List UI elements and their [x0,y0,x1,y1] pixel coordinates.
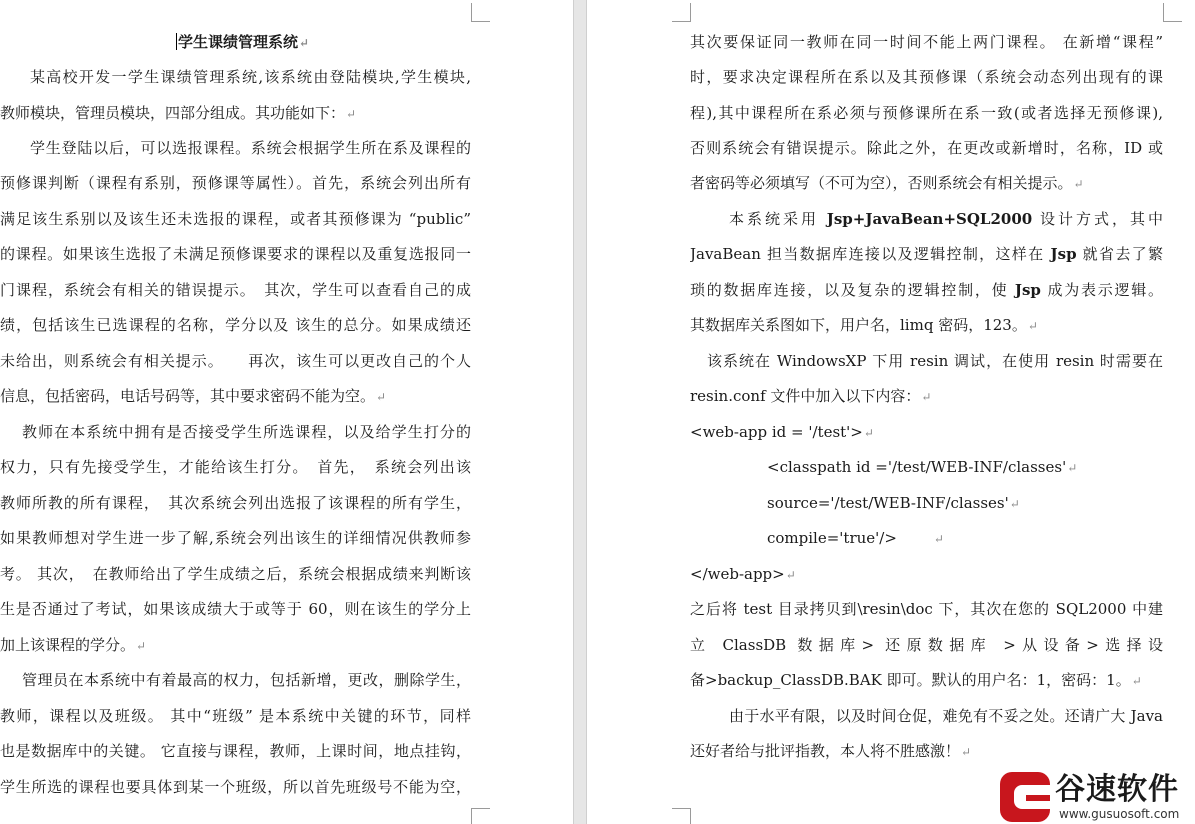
left-line-7: 门课程，系统会有相关的错误提示。 其次，学生可以查看自己的成 [0,281,471,299]
right-line-2: 时，要求决定课程所在系以及其预修课（系统会动态列出现有的课 [690,68,1163,86]
left-line-9: 未给出，则系统会有相关提示。 再次，该生可以更改自己的个人 [0,352,471,370]
right-line-9: 其数据库关系图如下，用户名，limq 密码，123。↵ [690,316,1038,334]
margin-corner-marker [471,3,490,22]
right-line-17: 之后将 test 目录拷贝到\resin\doc 下，其次在您的 SQL2000 中建 [690,600,1163,618]
left-line-2: 教师模块，管理员模块，四部分组成。其功能如下：↵ [0,104,357,122]
margin-corner-marker [672,3,691,22]
paragraph-mark: ↵ [299,36,310,50]
left-line-6: 的课程。如果该生选报了未满足预修课要求的课程以及重复选报同一 [0,245,471,263]
right-line-10: 该系统在 WindowsXP 下用 resin 调试，在使用 resin 时需要在 [707,352,1163,370]
left-page [0,0,573,824]
code-line-web-app-open: <web-app id = '/test'>↵ [690,423,874,441]
left-line-8: 绩，包括该生已选课程的名称，学分以及 该生的总分。如果成绩还 [0,316,471,334]
right-line-18: 立 ClassDB 数据库> 还原数据库 >从设备>选择设 [690,636,1163,654]
right-line-19: 备>backup_ClassDB.BAK 即可。默认的用户名：1，密码：1。↵ [690,671,1142,689]
left-line-16: 生是否通过了考试，如果该成绩大于或等于 60，则在该生的学分上 [0,600,471,618]
left-line-11: 教师在本系统中拥有是否接受学生所选课程，以及给学生打分的 [22,423,471,441]
right-line-1: 其次要保证同一教师在同一时间不能上两门课程。 在新增“课程” [690,33,1163,51]
left-line-14: 如果教师想对学生进一步了解,系统会列出该生的详细情况供教师参 [0,529,471,547]
watermark-domain: www.gusuosoft.com [1059,807,1180,821]
gusu-logo-icon [1000,772,1050,822]
right-page [587,0,1195,824]
left-line-17: 加上该课程的学分。↵ [0,636,147,654]
margin-corner-marker [1163,3,1182,22]
left-line-5: 满足该生系别以及该生还未选报的课程，或者其预修课为 “public” [0,210,471,228]
right-line-20: 由于水平有限，以及时间仓促，难免有不妥之处。还请广大 Java [729,707,1163,725]
left-line-20: 也是数据库中的关键。 它直接与课程，教师，上课时间，地点挂钩， [0,742,471,760]
left-line-13: 教师所教的所有课程， 其次系统会列出选报了该课程的所有学生， [0,494,471,512]
text-cursor [176,33,177,50]
site-watermark [995,770,1195,824]
right-line-8: 琐的数据库连接，以及复杂的逻辑控制，使 Jsp 成为表示逻辑。 [690,281,1163,299]
right-line-5: 者密码等必须填写（不可为空），否则系统会有相关提示。↵ [690,174,1084,192]
code-line-classpath: <classpath id ='/test/WEB-INF/classes'↵ [767,458,1078,476]
left-line-1: 某高校开发一学生课绩管理系统,该系统由登陆模块,学生模块, [30,68,471,86]
margin-corner-marker [471,808,490,824]
left-line-15: 考。 其次， 在教师给出了学生成绩之后，系统会根据成绩来判断该 [0,565,471,583]
left-line-4: 预修课判断（课程有系别，预修课等属性）。首先，系统会列出所有 [0,174,471,192]
code-line-compile: compile='true'/> ↵ [767,529,944,547]
page-gap [573,0,587,824]
left-line-18: 管理员在本系统中有着最高的权力，包括新增，更改，删除学生， [22,671,471,689]
right-line-3: 程),其中课程所在系必须与预修课所在系一致(或者选择无预修课), [690,104,1163,122]
left-line-3: 学生登陆以后，可以选报课程。系统会根据学生所在系及课程的 [30,139,471,157]
right-line-11: resin.conf 文件中加入以下内容：↵ [690,387,932,405]
right-line-6: 本系统采用 Jsp+JavaBean+SQL2000 设计方式，其中 [729,210,1163,228]
left-line-21: 学生所选的课程也要具体到某一个班级，所以首先班级号不能为空， [0,778,471,796]
margin-corner-marker [672,808,691,824]
right-line-7: JavaBean 担当数据库连接以及逻辑控制，这样在 Jsp 就省去了繁 [690,245,1163,263]
right-line-21: 还好者给与批评指教，本人将不胜感激！↵ [690,742,972,760]
left-line-10: 信息，包括密码，电话号码等，其中要求密码不能为空。↵ [0,387,387,405]
document-title[interactable]: 学生课绩管理系统↵ [178,33,310,51]
left-line-12: 权力，只有先接受学生，才能给该生打分。 首先， 系统会列出该 [0,458,471,476]
left-line-19: 教师，课程以及班级。 其中“班级” 是本系统中关键的环节，同样 [0,707,471,725]
watermark-brand: 谷速软件 [1055,772,1179,807]
code-line-web-app-close: </web-app>↵ [690,565,796,583]
right-line-4: 否则系统会有错误提示。除此之外，在更改或新增时，名称，ID 或 [690,139,1163,157]
code-line-source: source='/test/WEB-INF/classes'↵ [767,494,1020,512]
